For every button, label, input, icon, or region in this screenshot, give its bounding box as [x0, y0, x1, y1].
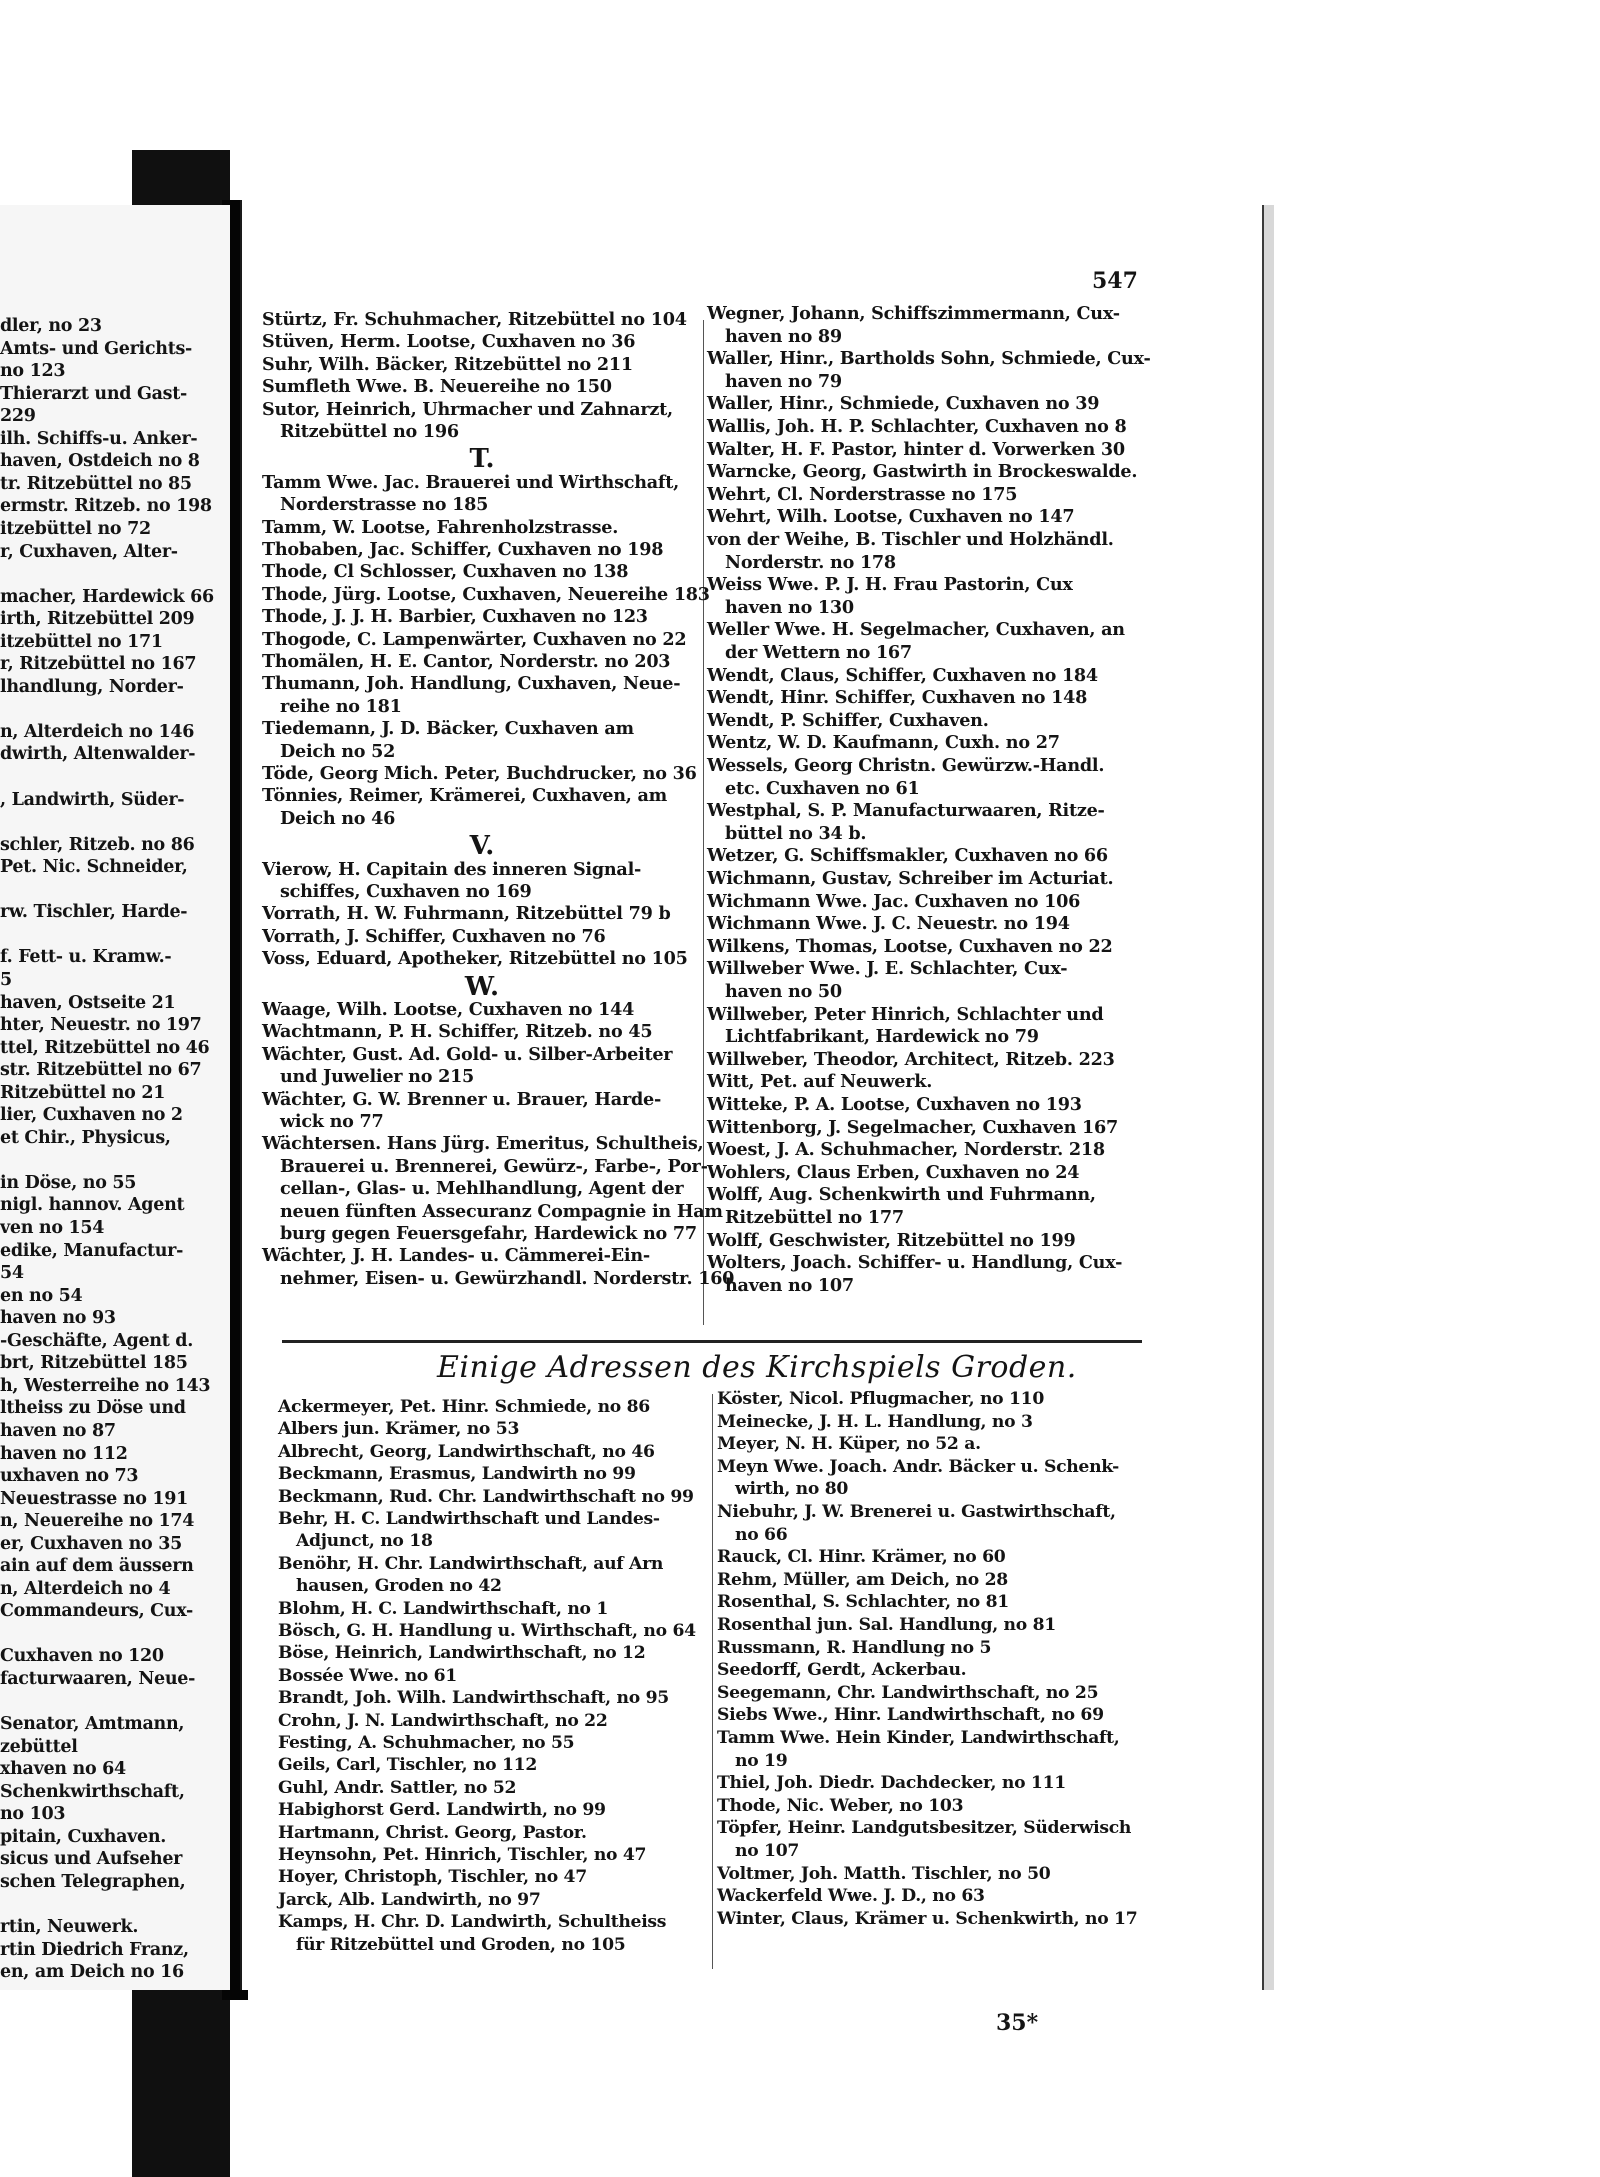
directory-entry: Thode, Jürg. Lootse, Cuxhaven, Neuereihe 183 — [262, 583, 710, 605]
fragment-line: , Landwirth, Süder- — [0, 789, 185, 810]
directory-entry: Wehrt, Wilh. Lootse, Cuxhaven no 147 — [707, 506, 1075, 528]
fragment-line: schen Telegraphen, — [0, 1871, 186, 1892]
fragment-line: haven, Ostdeich no 8 — [0, 451, 200, 472]
directory-entry: Stürtz, Fr. Schuhmacher, Ritzebüttel no 104 — [262, 309, 687, 330]
entry-continuation: und Juwelier no 215 — [280, 1066, 475, 1088]
section-letter: T. — [469, 444, 495, 475]
directory-entry: Tamm Wwe. Jac. Brauerei und Wirthschaft, — [262, 471, 679, 493]
column-divider-lower — [712, 1394, 713, 1969]
directory-entry: Walter, H. F. Pastor, hinter d. Vorwerken 30 — [707, 438, 1125, 460]
fragment-line: en, am Deich no 16 — [0, 1962, 184, 1983]
directory-entry: Thogode, C. Lampenwärter, Cuxhaven no 22 — [262, 628, 687, 650]
directory-entry: Hartmann, Christ. Georg, Pastor. — [278, 1822, 587, 1843]
directory-entry: Meyer, N. H. Küper, no 52 a. — [717, 1434, 981, 1455]
fragment-line: ltheiss zu Döse und — [0, 1398, 186, 1419]
fragment-line: rtin, Neuwerk. — [0, 1917, 139, 1938]
directory-entry: Wehrt, Cl. Norderstrasse no 175 — [707, 483, 1018, 505]
fragment-line: dler, no 23 — [0, 316, 102, 336]
directory-entry: Behr, H. C. Landwirthschaft und Landes- — [278, 1509, 660, 1529]
directory-entry: Wessels, Georg Christn. Gewürzw.-Handl. — [707, 755, 1105, 776]
directory-entry: Witt, Pet. auf Neuwerk. — [707, 1071, 933, 1093]
directory-entry: Thobaben, Jac. Schiffer, Cuxhaven no 198 — [262, 539, 664, 560]
signature-mark: 35* — [996, 2010, 1039, 2036]
fragment-line: brt, Ritzebüttel 185 — [0, 1353, 188, 1374]
fragment-line: rtin Diedrich Franz, — [0, 1939, 189, 1960]
directory-entry: Wegner, Johann, Schiffszimmermann, Cux- — [707, 303, 1120, 324]
directory-entry: Suhr, Wilh. Bäcker, Ritzebüttel no 211 — [262, 353, 633, 375]
directory-entry: Guhl, Andr. Sattler, no 52 — [278, 1777, 517, 1798]
directory-entry: Thumann, Joh. Handlung, Cuxhaven, Neue- — [262, 673, 681, 695]
entry-continuation: wick no 77 — [280, 1111, 384, 1132]
directory-entry: Tamm Wwe. Hein Kinder, Landwirthschaft, — [717, 1728, 1120, 1748]
page-number: 547 — [1092, 268, 1138, 294]
fragment-line: no 123 — [0, 361, 66, 382]
fragment-line: 54 — [0, 1263, 24, 1284]
directory-entry: Willweber Wwe. J. E. Schlachter, Cux- — [707, 958, 1068, 980]
fragment-line: n, Neuereihe no 174 — [0, 1511, 195, 1532]
entry-continuation: nehmer, Eisen- u. Gewürzhandl. Norderstr. 160 — [280, 1267, 735, 1289]
directory-entry: Meinecke, J. H. L. Handlung, no 3 — [717, 1411, 1033, 1432]
fragment-line: ain auf dem äussern — [0, 1556, 194, 1577]
fragment-line: hter, Neuestr. no 197 — [0, 1015, 202, 1036]
fragment-line: tr. Ritzebüttel no 85 — [0, 473, 192, 494]
directory-entry: Wichmann Wwe. Jac. Cuxhaven no 106 — [707, 890, 1081, 912]
entry-continuation: etc. Cuxhaven no 61 — [725, 777, 920, 799]
directory-entry: Tamm, W. Lootse, Fahrenholzstrasse. — [262, 516, 619, 538]
directory-entry: Festing, A. Schuhmacher, no 55 — [278, 1733, 575, 1753]
directory-entry: Thiel, Joh. Diedr. Dachdecker, no 111 — [717, 1773, 1066, 1794]
directory-entry: Meyn Wwe. Joach. Andr. Bäcker u. Schenk- — [717, 1456, 1120, 1477]
fragment-line: haven no 87 — [0, 1420, 116, 1441]
directory-entry: Wolters, Joach. Schiffer- u. Handlung, Cux- — [707, 1252, 1123, 1274]
directory-entry: Wackerfeld Wwe. J. D., no 63 — [717, 1886, 985, 1907]
directory-entry: Seegemann, Chr. Landwirthschaft, no 25 — [717, 1682, 1099, 1703]
entry-continuation: Ritzebüttel no 196 — [280, 421, 459, 442]
directory-entry: Waage, Wilh. Lootse, Cuxhaven no 144 — [262, 999, 635, 1020]
entry-continuation: Norderstr. no 178 — [725, 551, 896, 573]
entry-continuation: Adjunct, no 18 — [296, 1531, 433, 1552]
fragment-line: edike, Manufactur- — [0, 1240, 184, 1261]
fragment-line: er, Cuxhaven no 35 — [0, 1533, 182, 1554]
fragment-line: r, Ritzebüttel no 167 — [0, 654, 197, 675]
directory-entry: Köster, Nicol. Pflugmacher, no 110 — [717, 1389, 1044, 1409]
fragment-line: schler, Ritzeb. no 86 — [0, 834, 195, 855]
fragment-line: Commandeurs, Cux- — [0, 1601, 193, 1622]
fragment-line: Neuestrasse no 191 — [0, 1488, 189, 1509]
entry-continuation: haven no 79 — [725, 370, 842, 392]
directory-entry: Sumfleth Wwe. B. Neuereihe no 150 — [262, 376, 612, 398]
entry-continuation: haven no 50 — [725, 981, 842, 1002]
directory-entry: Rosenthal jun. Sal. Handlung, no 81 — [717, 1615, 1056, 1635]
entry-continuation: wirth, no 80 — [735, 1479, 849, 1500]
fragment-line: in Döse, no 55 — [0, 1172, 137, 1193]
entry-continuation: haven no 107 — [725, 1274, 854, 1296]
fragment-line: Amts- und Gerichts- — [0, 338, 192, 359]
fragment-line: h, Westerreihe no 143 — [0, 1375, 211, 1396]
entry-continuation: Deich no 52 — [280, 740, 396, 762]
directory-entry: Weiss Wwe. P. J. H. Frau Pastorin, Cux — [707, 574, 1073, 596]
fragment-line: Senator, Amtmann, — [0, 1714, 185, 1735]
directory-entry: Tönnies, Reimer, Krämerei, Cuxhaven, am — [262, 785, 668, 807]
fragment-line: rw. Tischler, Harde- — [0, 902, 188, 923]
fragment-line: irth, Ritzebüttel 209 — [0, 609, 195, 630]
section-letter: W. — [464, 971, 500, 1002]
entry-continuation: no 107 — [735, 1841, 800, 1861]
fragment-line: str. Ritzebüttel no 67 — [0, 1060, 202, 1081]
directory-entry: Wolff, Geschwister, Ritzebüttel no 199 — [707, 1229, 1076, 1251]
fragment-line: Pet. Nic. Schneider, — [0, 857, 188, 878]
directory-entry: Hoyer, Christoph, Tischler, no 47 — [278, 1867, 587, 1888]
directory-entry: Witteke, P. A. Lootse, Cuxhaven no 193 — [707, 1094, 1082, 1115]
directory-entry: Sutor, Heinrich, Uhrmacher und Zahnarzt, — [262, 398, 673, 420]
directory-entry: Wetzer, G. Schiffsmakler, Cuxhaven no 66 — [707, 845, 1108, 867]
directory-entry: Kamps, H. Chr. D. Landwirth, Schultheiss — [278, 1912, 667, 1933]
directory-entry: Bossée Wwe. no 61 — [278, 1665, 457, 1686]
directory-entry: Waller, Hinr., Schmiede, Cuxhaven no 39 — [707, 393, 1100, 415]
directory-entry: Warncke, Georg, Gastwirth in Brockeswalde. — [707, 461, 1138, 483]
directory-entry: Wilkens, Thomas, Lootse, Cuxhaven no 22 — [707, 935, 1113, 957]
directory-entry: Rehm, Müller, am Deich, no 28 — [717, 1569, 1008, 1590]
directory-entry: Wächter, Gust. Ad. Gold- u. Silber-Arbeiter — [262, 1043, 673, 1065]
directory-entry: Willweber, Peter Hinrich, Schlachter und — [707, 1003, 1104, 1025]
directory-entry: Jarck, Alb. Landwirth, no 97 — [278, 1889, 541, 1910]
entry-continuation: Ritzebüttel no 177 — [725, 1207, 904, 1228]
directory-entry: Wittenborg, J. Segelmacher, Cuxhaven 167 — [707, 1116, 1119, 1138]
entry-continuation: hausen, Groden no 42 — [296, 1576, 502, 1597]
directory-entry: Rosenthal, S. Schlachter, no 81 — [717, 1592, 1009, 1613]
directory-entry: Westphal, S. P. Manufacturwaaren, Ritze- — [707, 800, 1105, 822]
fragment-line: dwirth, Altenwalder- — [0, 744, 196, 765]
entry-continuation: burg gegen Feuersgefahr, Hardewick no 77 — [280, 1223, 697, 1244]
fragment-line: haven no 93 — [0, 1308, 116, 1329]
entry-continuation: neuen fünften Assecuranz Compagnie in Ham — [280, 1200, 723, 1222]
fragment-line: uxhaven no 73 — [0, 1466, 139, 1487]
directory-entry: Wentz, W. D. Kaufmann, Cuxh. no 27 — [707, 732, 1060, 754]
section-letter: V. — [469, 831, 495, 862]
directory-entry: Woest, J. A. Schuhmacher, Norderstr. 218 — [707, 1139, 1105, 1161]
directory-entry: Wolff, Aug. Schenkwirth und Fuhrmann, — [707, 1184, 1096, 1206]
entry-continuation: der Wettern no 167 — [725, 642, 912, 663]
directory-entry: Winter, Claus, Krämer u. Schenkwirth, no 17 — [717, 1908, 1138, 1929]
entry-continuation: Brauerei u. Brennerei, Gewürz-, Farbe-, Por- — [280, 1155, 708, 1177]
fragment-line: 229 — [0, 406, 36, 427]
fragment-line: n, Alterdeich no 4 — [0, 1578, 171, 1599]
directory-entry: Wendt, P. Schiffer, Cuxhaven. — [707, 709, 989, 731]
entry-continuation: Lichtfabrikant, Hardewick no 79 — [725, 1026, 1039, 1048]
directory-entry: Wendt, Claus, Schiffer, Cuxhaven no 184 — [707, 664, 1098, 686]
fragment-line: zebüttel — [0, 1736, 78, 1757]
directory-entry: Voltmer, Joh. Matth. Tischler, no 50 — [717, 1863, 1051, 1884]
directory-entry: Waller, Hinr., Bartholds Sohn, Schmiede, Cux- — [707, 348, 1151, 370]
directory-entry: Tiedemann, J. D. Bäcker, Cuxhaven am — [262, 718, 634, 740]
directory-entry: Thomälen, H. E. Cantor, Norderstr. no 203 — [262, 651, 671, 672]
fragment-line: lhandlung, Norder- — [0, 676, 184, 697]
directory-entry: Weller Wwe. H. Segelmacher, Cuxhaven, an — [707, 619, 1125, 641]
fragment-line: xhaven no 64 — [0, 1759, 126, 1780]
entry-continuation: schiffes, Cuxhaven no 169 — [280, 881, 532, 902]
directory-entry: Rauck, Cl. Hinr. Krämer, no 60 — [717, 1547, 1006, 1568]
fragment-line: haven no 112 — [0, 1443, 128, 1464]
fragment-line: ermstr. Ritzeb. no 198 — [0, 496, 212, 517]
fragment-line: en no 54 — [0, 1285, 83, 1306]
entry-continuation: haven no 130 — [725, 596, 854, 618]
directory-entry: Thode, J. J. H. Barbier, Cuxhaven no 123 — [262, 606, 648, 628]
fragment-line: sicus und Aufseher — [0, 1849, 183, 1870]
directory-entry: Wichmann, Gustav, Schreiber im Acturiat. — [707, 868, 1114, 889]
directory-entry: Wachtmann, P. H. Schiffer, Ritzeb. no 45 — [262, 1021, 653, 1043]
fragment-line: f. Fett- u. Kramw.- — [0, 947, 172, 968]
entry-continuation: no 19 — [735, 1750, 788, 1771]
directory-entry: Töde, Georg Mich. Peter, Buchdrucker, no 36 — [262, 763, 697, 784]
fragment-line: Cuxhaven no 120 — [0, 1646, 164, 1667]
directory-entry: Wächtersen. Hans Jürg. Emeritus, Schultheis, — [262, 1133, 704, 1155]
fragment-line: no 103 — [0, 1804, 66, 1825]
directory-entry: Thode, Cl Schlosser, Cuxhaven no 138 — [262, 561, 629, 583]
fragment-line: Ritzebüttel no 21 — [0, 1082, 166, 1103]
entry-continuation: büttel no 34 b. — [725, 822, 867, 844]
fragment-line: ilh. Schiffs-u. Anker- — [0, 428, 198, 449]
fragment-line: et Chir., Physicus, — [0, 1127, 171, 1148]
directory-entry: Benöhr, H. Chr. Landwirthschaft, auf Arn — [278, 1553, 664, 1574]
directory-entry: Bösch, G. H. Handlung u. Wirthschaft, no 64 — [278, 1621, 696, 1641]
directory-entry: Beckmann, Erasmus, Landwirth no 99 — [278, 1464, 636, 1485]
directory-entry: Vorrath, H. W. Fuhrmann, Ritzebüttel 79 b — [262, 903, 671, 925]
directory-entry: Vorrath, J. Schiffer, Cuxhaven no 76 — [262, 925, 606, 947]
page-edge — [1262, 205, 1274, 1990]
section-rule — [282, 1340, 1142, 1343]
fragment-line: Thierarzt und Gast- — [0, 383, 187, 404]
fragment-line: nigl. hannov. Agent — [0, 1195, 185, 1216]
directory-entry: Beckmann, Rud. Chr. Landwirthschaft no 99 — [278, 1486, 694, 1507]
entry-continuation: cellan-, Glas- u. Mehlhandlung, Agent der — [280, 1178, 684, 1200]
directory-entry: Böse, Heinrich, Landwirthschaft, no 12 — [278, 1643, 646, 1664]
directory-entry: Siebs Wwe., Hinr. Landwirthschaft, no 69 — [717, 1705, 1104, 1726]
directory-entry: Voss, Eduard, Apotheker, Ritzebüttel no 105 — [262, 948, 688, 970]
fragment-line: lier, Cuxhaven no 2 — [0, 1105, 183, 1126]
directory-entry: Wohlers, Claus Erben, Cuxhaven no 24 — [707, 1161, 1080, 1183]
entry-continuation: no 66 — [735, 1524, 788, 1545]
directory-entry: Willweber, Theodor, Architect, Ritzeb. 223 — [707, 1048, 1115, 1070]
directory-entry: Niebuhr, J. W. Brenerei u. Gastwirthschaft, — [717, 1502, 1116, 1522]
fragment-line: -Geschäfte, Agent d. — [0, 1330, 194, 1351]
entry-continuation: haven no 89 — [725, 325, 842, 347]
directory-entry: von der Weihe, B. Tischler und Holzhändl. — [707, 529, 1114, 550]
fragment-line: macher, Hardewick 66 — [0, 586, 214, 607]
directory-entry: Wichmann Wwe. J. C. Neuestr. no 194 — [707, 913, 1070, 935]
directory-entry: Stüven, Herm. Lootse, Cuxhaven no 36 — [262, 331, 636, 353]
entry-continuation: Deich no 46 — [280, 807, 396, 829]
entry-continuation: für Ritzebüttel und Groden, no 105 — [296, 1934, 626, 1955]
fragment-line: facturwaaren, Neue- — [0, 1669, 196, 1689]
directory-entry: Crohn, J. N. Landwirthschaft, no 22 — [278, 1710, 608, 1731]
directory-entry: Heynsohn, Pet. Hinrich, Tischler, no 47 — [278, 1845, 647, 1865]
left-page — [0, 205, 230, 1990]
directory-entry: Blohm, H. C. Landwirthschaft, no 1 — [278, 1598, 609, 1619]
directory-entry: Seedorff, Gerdt, Ackerbau. — [717, 1660, 967, 1681]
directory-entry: Wallis, Joh. H. P. Schlachter, Cuxhaven no 8 — [707, 416, 1127, 437]
directory-entry: Ackermeyer, Pet. Hinr. Schmiede, no 86 — [278, 1397, 650, 1417]
directory-entry: Geils, Carl, Tischler, no 112 — [278, 1755, 537, 1776]
fragment-line: haven, Ostseite 21 — [0, 992, 176, 1013]
fragment-line: itzebüttel no 72 — [0, 518, 151, 539]
fragment-line: ttel, Ritzebüttel no 46 — [0, 1037, 210, 1058]
directory-entry: Russmann, R. Handlung no 5 — [717, 1637, 992, 1658]
directory-entry: Thode, Nic. Weber, no 103 — [717, 1795, 964, 1816]
directory-entry: Wendt, Hinr. Schiffer, Cuxhaven no 148 — [707, 687, 1088, 709]
directory-entry: Wächter, G. W. Brenner u. Brauer, Harde- — [262, 1088, 662, 1110]
fragment-line: r, Cuxhaven, Alter- — [0, 541, 178, 562]
fragment-line: Schenkwirthschaft, — [0, 1781, 185, 1802]
directory-entry: Habighorst Gerd. Landwirth, no 99 — [278, 1800, 606, 1821]
directory-entry: Vierow, H. Capitain des inneren Signal- — [262, 858, 642, 880]
fragment-line: 5 — [0, 969, 12, 990]
section-title: Einige Adressen des Kirchspiels Groden. — [437, 1350, 1077, 1385]
directory-entry: Albrecht, Georg, Landwirthschaft, no 46 — [278, 1441, 655, 1462]
entry-continuation: reihe no 181 — [280, 695, 402, 717]
directory-entry: Wächter, J. H. Landes- u. Cämmerei-Ein- — [262, 1245, 650, 1267]
fragment-line: itzebüttel no 171 — [0, 631, 163, 652]
directory-entry: Töpfer, Heinr. Landgutsbesitzer, Süderwisch — [717, 1818, 1132, 1839]
directory-entry: Brandt, Joh. Wilh. Landwirthschaft, no 95 — [278, 1688, 669, 1709]
fragment-line: ven no 154 — [0, 1218, 105, 1238]
fragment-line: n, Alterdeich no 146 — [0, 721, 195, 742]
entry-continuation: Norderstrasse no 185 — [280, 494, 489, 516]
fragment-line: pitain, Cuxhaven. — [0, 1826, 167, 1847]
directory-entry: Albers jun. Krämer, no 53 — [278, 1419, 520, 1440]
